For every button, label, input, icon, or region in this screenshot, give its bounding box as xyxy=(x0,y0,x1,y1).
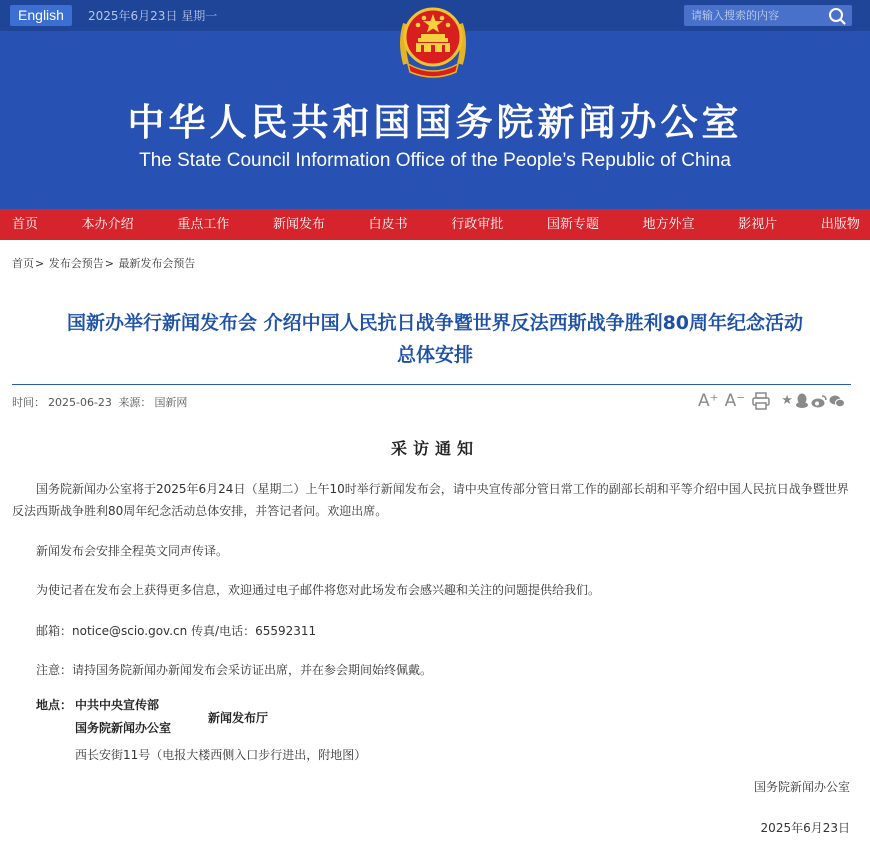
current-date: 2025年6月23日 星期一 xyxy=(88,9,218,23)
share-wechat-icon[interactable] xyxy=(829,394,845,408)
paragraph-announcement: 国务院新闻办公室将于2025年6月24日（星期二）上午10时举行新闻发布会，请中央宣传部分管日常工作的副部长胡和平等介绍中国人民抗日战争暨世界反法西斯战争胜利80周年纪念活动总体安排，并答记者问。欢迎出席。 xyxy=(12,482,849,518)
signature-organization: 国务院新闻办公室 xyxy=(753,780,850,794)
site-title-english: The State Council Information Office of the People’s Republic of China xyxy=(139,150,731,171)
nav-item-home[interactable]: 首页 xyxy=(12,217,39,232)
nav-item-publications[interactable]: 出版物 xyxy=(820,217,860,232)
nav-item-local-publicity[interactable]: 地方外宣 xyxy=(642,217,695,232)
paragraph-interpretation: 新闻发布会安排全程英文同声传译。 xyxy=(36,544,229,558)
nav-item-press-release[interactable]: 新闻发布 xyxy=(272,217,325,232)
favorite-star-icon[interactable]: ★ xyxy=(781,393,793,408)
breadcrumb-separator: > xyxy=(104,257,114,270)
nav-item-films[interactable]: 影视片 xyxy=(738,217,778,232)
nav-item-key-work[interactable]: 重点工作 xyxy=(177,217,230,232)
breadcrumb-latest-preview[interactable]: 最新发布会预告 xyxy=(118,257,196,270)
share-qq-icon[interactable] xyxy=(795,393,809,409)
paragraph-contact: 邮箱：notice@scio.gov.cn 传真/电话：65592311 xyxy=(36,624,317,638)
site-header xyxy=(0,0,870,209)
breadcrumb xyxy=(12,255,196,271)
article-tools xyxy=(698,390,845,412)
breadcrumb-separator: > xyxy=(35,257,45,270)
breadcrumb-press-preview[interactable]: 发布会预告 xyxy=(48,257,104,270)
nav-item-admin-approval[interactable]: 行政审批 xyxy=(451,217,504,232)
share-weibo-icon[interactable] xyxy=(811,394,827,408)
print-icon[interactable] xyxy=(751,391,771,411)
search-box xyxy=(684,5,852,26)
location-hall: 新闻发布厅 xyxy=(208,711,269,725)
paragraph-questions: 为使记者在发布会上获得更多信息，欢迎通过电子邮件将您对此场发布会感兴趣和关注的问题提供给我们。 xyxy=(36,583,601,597)
signature-date: 2025年6月23日 xyxy=(760,821,850,835)
article-title xyxy=(12,307,858,371)
search-icon[interactable] xyxy=(827,6,847,26)
nav-item-special-topics[interactable]: 国新专题 xyxy=(546,217,599,232)
source-label: 来源： xyxy=(118,396,152,409)
source-value: 国新网 xyxy=(154,396,188,409)
article-meta xyxy=(12,394,190,410)
location-label: 地点： xyxy=(36,698,73,712)
location-org-2: 国务院新闻办公室 xyxy=(75,721,172,735)
main-nav xyxy=(0,209,870,240)
notice-heading: 采访通知 xyxy=(390,439,479,458)
title-divider xyxy=(12,384,851,385)
nav-item-about[interactable]: 本办介绍 xyxy=(81,217,134,232)
publish-date: 2025-06-23 xyxy=(48,396,112,409)
breadcrumb-home[interactable]: 首页 xyxy=(12,257,34,270)
font-decrease-button[interactable]: A⁻ xyxy=(724,391,746,411)
time-label: 时间： xyxy=(12,396,45,409)
nav-item-white-papers[interactable]: 白皮书 xyxy=(368,217,408,232)
article-title-line2: 总体安排 xyxy=(396,344,473,366)
location-org-1: 中共中央宣传部 xyxy=(75,698,160,712)
search-input[interactable] xyxy=(684,5,824,26)
paragraph-attention: 注意：请持国务院新闻办新闻发布会采访证出席，并在参会期间始终佩戴。 xyxy=(36,663,433,677)
font-increase-button[interactable]: A⁺ xyxy=(698,391,719,411)
site-title-chinese: 中华人民共和国国务院新闻办公室 xyxy=(127,101,743,144)
location-address: 西长安街11号（电报大楼西侧入口步行进出，附地图） xyxy=(75,748,367,762)
national-emblem-logo[interactable] xyxy=(396,2,470,80)
article-title-line1: 国新办举行新闻发布会 介绍中国人民抗日战争暨世界反法西斯战争胜利80周年纪念活动 xyxy=(66,312,804,334)
english-button[interactable]: English xyxy=(10,5,72,26)
